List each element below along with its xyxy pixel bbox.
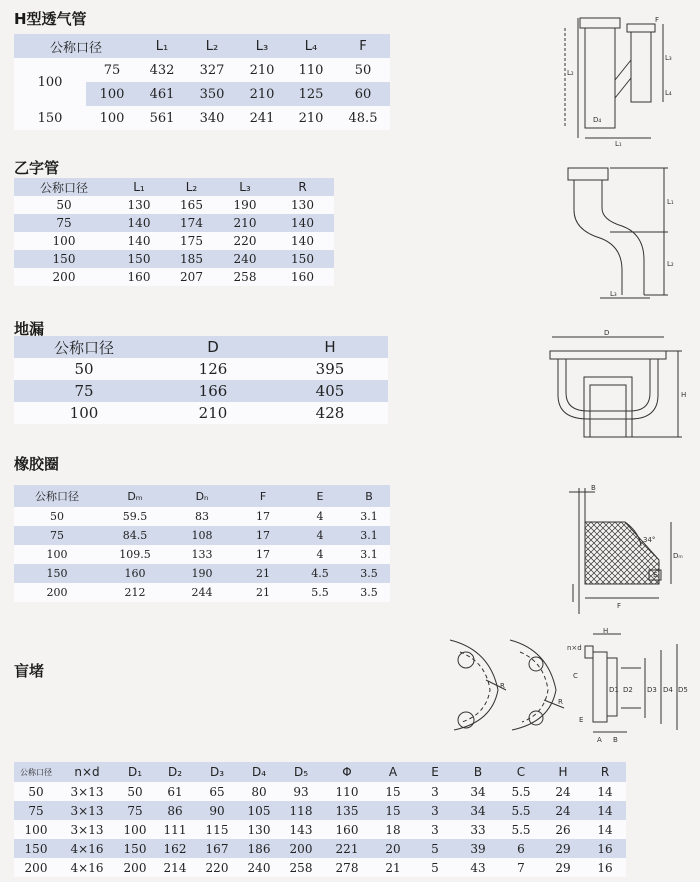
table-cell: 34 (470, 803, 486, 818)
header-cell: B (365, 489, 373, 503)
header-cell: D₄ (251, 765, 267, 779)
table-cell: 150 (24, 841, 48, 856)
table-cell: 60 (354, 86, 372, 102)
diagram-label: F (617, 602, 622, 610)
table-cell: 65 (209, 784, 225, 799)
table-cell: 207 (180, 270, 203, 284)
diagram-label: H (603, 628, 609, 635)
diagram-label: D2 (623, 686, 633, 694)
table-cell: 14 (597, 784, 613, 799)
table-cell: 160 (124, 567, 146, 580)
table-row (14, 402, 388, 424)
table-cell: 80 (251, 784, 267, 799)
table-cell: 15 (385, 784, 401, 799)
table-cell: 140 (127, 234, 151, 248)
header-cell: D (207, 338, 219, 356)
table-cell: 20 (385, 841, 401, 856)
table-cell: 3×13 (70, 822, 104, 837)
table-row (14, 526, 390, 545)
table-cell: 200 (52, 270, 76, 284)
table-cell: 190 (191, 567, 213, 580)
table-cell: 24 (555, 784, 571, 799)
table-cell: 86 (167, 803, 183, 818)
table-cell: 75 (74, 382, 94, 400)
header-cell: C (516, 765, 526, 779)
header-cell: L₁ (155, 38, 169, 54)
table-cell: 75 (127, 803, 143, 818)
table-cell: 258 (289, 860, 313, 875)
table-row (14, 250, 334, 268)
table-cell: 43 (470, 860, 486, 875)
table-header-row (14, 178, 334, 196)
table-cell: 140 (291, 234, 314, 248)
table-cell: 5.5 (311, 586, 329, 599)
table-cell: 50 (56, 198, 72, 212)
header-cell: D₂ (167, 765, 183, 779)
diagram-label: A (597, 736, 602, 744)
header-cell: E (316, 489, 324, 503)
header-cell: L₃ (255, 38, 269, 54)
header-cell: D₁ (127, 765, 143, 779)
header-cell: L₄ (304, 38, 318, 54)
table-cell: 130 (127, 198, 151, 212)
table-cell: 3×13 (70, 803, 104, 818)
header-cell: n×d (74, 765, 100, 779)
table-row (14, 268, 334, 286)
table-cell: 130 (247, 822, 271, 837)
section-title-s-pipe: 乙字管 (14, 159, 60, 177)
table-header-row (14, 34, 390, 58)
table-cell: 3.5 (360, 586, 378, 599)
table-cell: 221 (335, 841, 359, 856)
table-cell: 26 (555, 822, 571, 837)
diagram-label: n×d (567, 644, 582, 652)
table-cell: 5 (431, 860, 439, 875)
table-cell: 33 (470, 822, 486, 837)
section-title-floor-drain: 地漏 (14, 320, 45, 338)
s-pipe-table (14, 178, 334, 286)
table-cell: 90 (209, 803, 225, 818)
table-cell: 200 (289, 841, 313, 856)
table-cell: 105 (247, 803, 271, 818)
table-header-row (14, 336, 388, 358)
table-cell: 278 (335, 860, 359, 875)
table-cell: 21 (256, 586, 270, 599)
diagram-label: B (613, 736, 618, 744)
section-title-blind-plug: 盲堵 (14, 662, 45, 680)
floor-drain-diagram (540, 325, 690, 445)
header-cell: Dₘ (127, 489, 143, 503)
table-cell: 200 (46, 586, 68, 599)
table-cell: 83 (195, 510, 209, 523)
section-title-h-pipe: H型透气管 (14, 10, 87, 28)
diagram-label: E (653, 571, 658, 579)
table-cell: 3.1 (360, 548, 378, 561)
table-cell: 135 (335, 803, 359, 818)
table-cell: 160 (127, 270, 151, 284)
header-cell: R (600, 765, 610, 779)
table-cell: 186 (247, 841, 271, 856)
table-cell: 100 (14, 58, 86, 106)
diagram-label: F (655, 16, 660, 24)
diagram-label: D4 (663, 686, 673, 694)
table-cell: 93 (293, 784, 309, 799)
header-cell: 公称口径 (49, 40, 102, 56)
blind-plug-table (14, 762, 626, 877)
rubber-ring-diagram (555, 480, 690, 620)
blind-plug-section-diagram (565, 628, 690, 746)
header-cell: 公称口径 (20, 767, 52, 777)
header-cell: R (298, 180, 307, 194)
table-row (14, 545, 390, 564)
table-row (14, 564, 390, 583)
h-pipe-table (14, 34, 390, 130)
table-cell: 174 (180, 216, 203, 230)
diagram-label: L₃ (665, 54, 672, 62)
header-cell: B (473, 765, 483, 779)
table-row (14, 214, 334, 232)
table-row (14, 380, 388, 402)
table-cell: 190 (233, 198, 257, 212)
table-cell: 143 (289, 822, 313, 837)
table-cell: 7 (517, 860, 525, 875)
diagram-label: E (579, 716, 584, 724)
table-row (14, 106, 390, 130)
diagram-label: Dₘ (673, 552, 683, 560)
table-cell: 133 (191, 548, 213, 561)
table-cell: 100 (99, 86, 125, 102)
h-pipe-diagram (555, 10, 690, 150)
table-row (14, 820, 626, 839)
table-cell: 100 (99, 110, 125, 126)
table-cell: 140 (127, 216, 151, 230)
table-cell: 428 (315, 404, 345, 422)
table-cell: 405 (315, 382, 345, 400)
table-cell: 17 (256, 510, 270, 523)
header-cell: Φ (342, 765, 352, 779)
table-cell: 50 (354, 62, 372, 78)
table-cell: 61 (167, 784, 183, 799)
table-cell: 75 (103, 62, 121, 78)
diagram-label: D1 (609, 686, 619, 694)
header-cell: A (388, 765, 398, 779)
table-cell: 3.1 (360, 529, 378, 542)
table-row (14, 232, 334, 250)
table-cell: 212 (124, 586, 146, 599)
table-cell: 50 (50, 510, 64, 523)
table-cell: 5 (431, 841, 439, 856)
table-cell: 432 (149, 62, 175, 78)
diagram-label: D (604, 329, 610, 337)
rubber-ring-table (14, 485, 390, 602)
table-cell: 350 (199, 86, 225, 102)
table-cell: 21 (385, 860, 401, 875)
table-cell: 160 (291, 270, 314, 284)
table-cell: 118 (289, 803, 313, 818)
table-cell: 48.5 (348, 110, 378, 126)
header-cell: H (558, 765, 568, 779)
table-row (14, 583, 390, 602)
table-cell: 100 (46, 548, 68, 561)
table-cell: 126 (198, 360, 228, 378)
table-cell: 4 (316, 548, 324, 561)
table-cell: 220 (205, 860, 229, 875)
header-cell: H (324, 338, 336, 356)
table-cell: 75 (56, 216, 72, 230)
header-cell: 公称口径 (35, 490, 79, 503)
table-cell: 150 (46, 567, 68, 580)
table-cell: 4 (316, 529, 324, 542)
table-row (14, 507, 390, 526)
table-cell: 100 (69, 404, 99, 422)
header-cell: F (259, 489, 267, 503)
table-cell: 5.5 (511, 822, 531, 837)
table-cell: 167 (205, 841, 229, 856)
diagram-label: R (500, 682, 505, 690)
diagram-label: R (558, 698, 563, 706)
table-cell: 34 (470, 784, 486, 799)
table-row (14, 839, 626, 858)
table-cell: 108 (191, 529, 213, 542)
table-cell: 5.5 (511, 784, 531, 799)
table-cell: 111 (163, 822, 187, 837)
table-cell: 130 (291, 198, 314, 212)
table-cell: 75 (28, 803, 44, 818)
table-cell: 3 (431, 822, 439, 837)
blind-plug-face-diagram (440, 630, 570, 740)
table-cell: 4×16 (70, 841, 104, 856)
table-cell: 175 (180, 234, 203, 248)
table-cell: 16 (597, 841, 613, 856)
diagram-label: D5 (678, 686, 688, 694)
header-cell: D₃ (209, 765, 225, 779)
table-cell: 210 (249, 86, 275, 102)
table-cell: 160 (335, 822, 359, 837)
table-cell: 4.5 (311, 567, 329, 580)
table-cell: 162 (163, 841, 187, 856)
table-cell: 210 (198, 404, 228, 422)
table-cell: 3 (431, 784, 439, 799)
table-cell: 17 (256, 548, 270, 561)
table-cell: 210 (233, 216, 257, 230)
table-cell: 21 (256, 567, 270, 580)
diagram-label: L₁ (615, 140, 622, 148)
table-cell: 3.1 (360, 510, 378, 523)
table-cell: 24 (555, 803, 571, 818)
table-cell: 210 (249, 62, 275, 78)
diagram-label: 34° (643, 536, 656, 544)
diagram-label: L₃ (610, 290, 617, 298)
table-cell: 165 (180, 198, 203, 212)
table-cell: 461 (149, 86, 175, 102)
table-cell: 241 (249, 110, 275, 126)
table-cell: 17 (256, 529, 270, 542)
table-row (14, 858, 626, 877)
table-cell: 6 (517, 841, 525, 856)
diagram-label: L₄ (665, 89, 672, 97)
table-cell: 125 (298, 86, 324, 102)
header-cell: Dₙ (195, 489, 209, 503)
table-cell: 75 (50, 529, 64, 542)
table-cell: 100 (24, 822, 48, 837)
table-cell: 214 (163, 860, 187, 875)
table-cell: 258 (233, 270, 257, 284)
table-cell: 100 (123, 822, 147, 837)
table-cell: 244 (191, 586, 213, 599)
header-cell: E (431, 765, 439, 779)
table-header-row (14, 762, 626, 782)
header-cell: L₂ (185, 180, 198, 194)
diagram-label: L₁ (667, 198, 674, 206)
table-cell: 327 (199, 62, 225, 78)
diagram-label: B (591, 484, 596, 492)
table-cell: 29 (555, 841, 571, 856)
table-cell: 16 (597, 860, 613, 875)
header-cell: L₁ (133, 180, 145, 194)
table-cell: 5.5 (511, 803, 531, 818)
diagram-label: L₂ (667, 260, 674, 268)
header-cell: L₃ (239, 180, 251, 194)
table-cell: 110 (335, 784, 359, 799)
diagram-label: D₄ (593, 116, 602, 124)
table-cell: 166 (198, 382, 228, 400)
table-cell: 220 (233, 234, 257, 248)
table-cell: 150 (52, 252, 76, 266)
diagram-label: C (573, 672, 578, 680)
table-cell: 15 (385, 803, 401, 818)
table-cell: 561 (149, 110, 175, 126)
diagram-label: D3 (647, 686, 657, 694)
table-cell: 29 (555, 860, 571, 875)
table-cell: 200 (24, 860, 48, 875)
table-cell: 14 (597, 803, 613, 818)
table-cell: 84.5 (122, 529, 148, 542)
header-cell: L₂ (205, 38, 219, 54)
diagram-label: H (681, 391, 687, 399)
header-cell: 公称口径 (53, 338, 114, 357)
table-cell: 395 (315, 360, 345, 378)
table-cell: 4 (316, 510, 324, 523)
section-title-rubber-ring: 橡胶圈 (14, 455, 60, 473)
floor-drain-table (14, 336, 388, 424)
table-cell: 150 (123, 841, 147, 856)
table-cell: 340 (199, 110, 225, 126)
table-cell: 240 (233, 252, 257, 266)
table-cell: 185 (180, 252, 203, 266)
table-cell: 50 (127, 784, 143, 799)
table-cell: 150 (291, 252, 314, 266)
table-cell: 4×16 (70, 860, 104, 875)
table-cell: 240 (247, 860, 271, 875)
table-cell: 18 (385, 822, 401, 837)
table-cell: 59.5 (122, 510, 148, 523)
table-row (14, 782, 626, 801)
table-cell: 3.5 (360, 567, 378, 580)
table-cell: 150 (127, 252, 151, 266)
table-cell: 210 (298, 110, 324, 126)
table-header-row (14, 485, 390, 507)
table-row (14, 801, 626, 820)
s-pipe-diagram (560, 160, 690, 305)
table-cell: 100 (52, 234, 76, 248)
table-cell: 150 (37, 110, 63, 126)
table-cell: 14 (597, 822, 613, 837)
table-cell: 109.5 (119, 548, 151, 561)
table-row (14, 196, 334, 214)
table-cell: 3 (431, 803, 439, 818)
table-cell: 110 (298, 62, 324, 78)
table-cell: 50 (74, 360, 94, 378)
header-cell: F (359, 38, 367, 54)
header-cell: D₅ (293, 765, 309, 779)
table-row (14, 58, 390, 82)
table-cell: 39 (470, 841, 486, 856)
table-cell: 140 (291, 216, 314, 230)
table-cell: 3×13 (70, 784, 104, 799)
header-cell: 公称口径 (39, 180, 88, 195)
diagram-label: L₂ (567, 69, 574, 77)
table-cell: 115 (205, 822, 229, 837)
table-row (14, 358, 388, 380)
table-cell: 200 (123, 860, 147, 875)
table-cell: 50 (28, 784, 44, 799)
